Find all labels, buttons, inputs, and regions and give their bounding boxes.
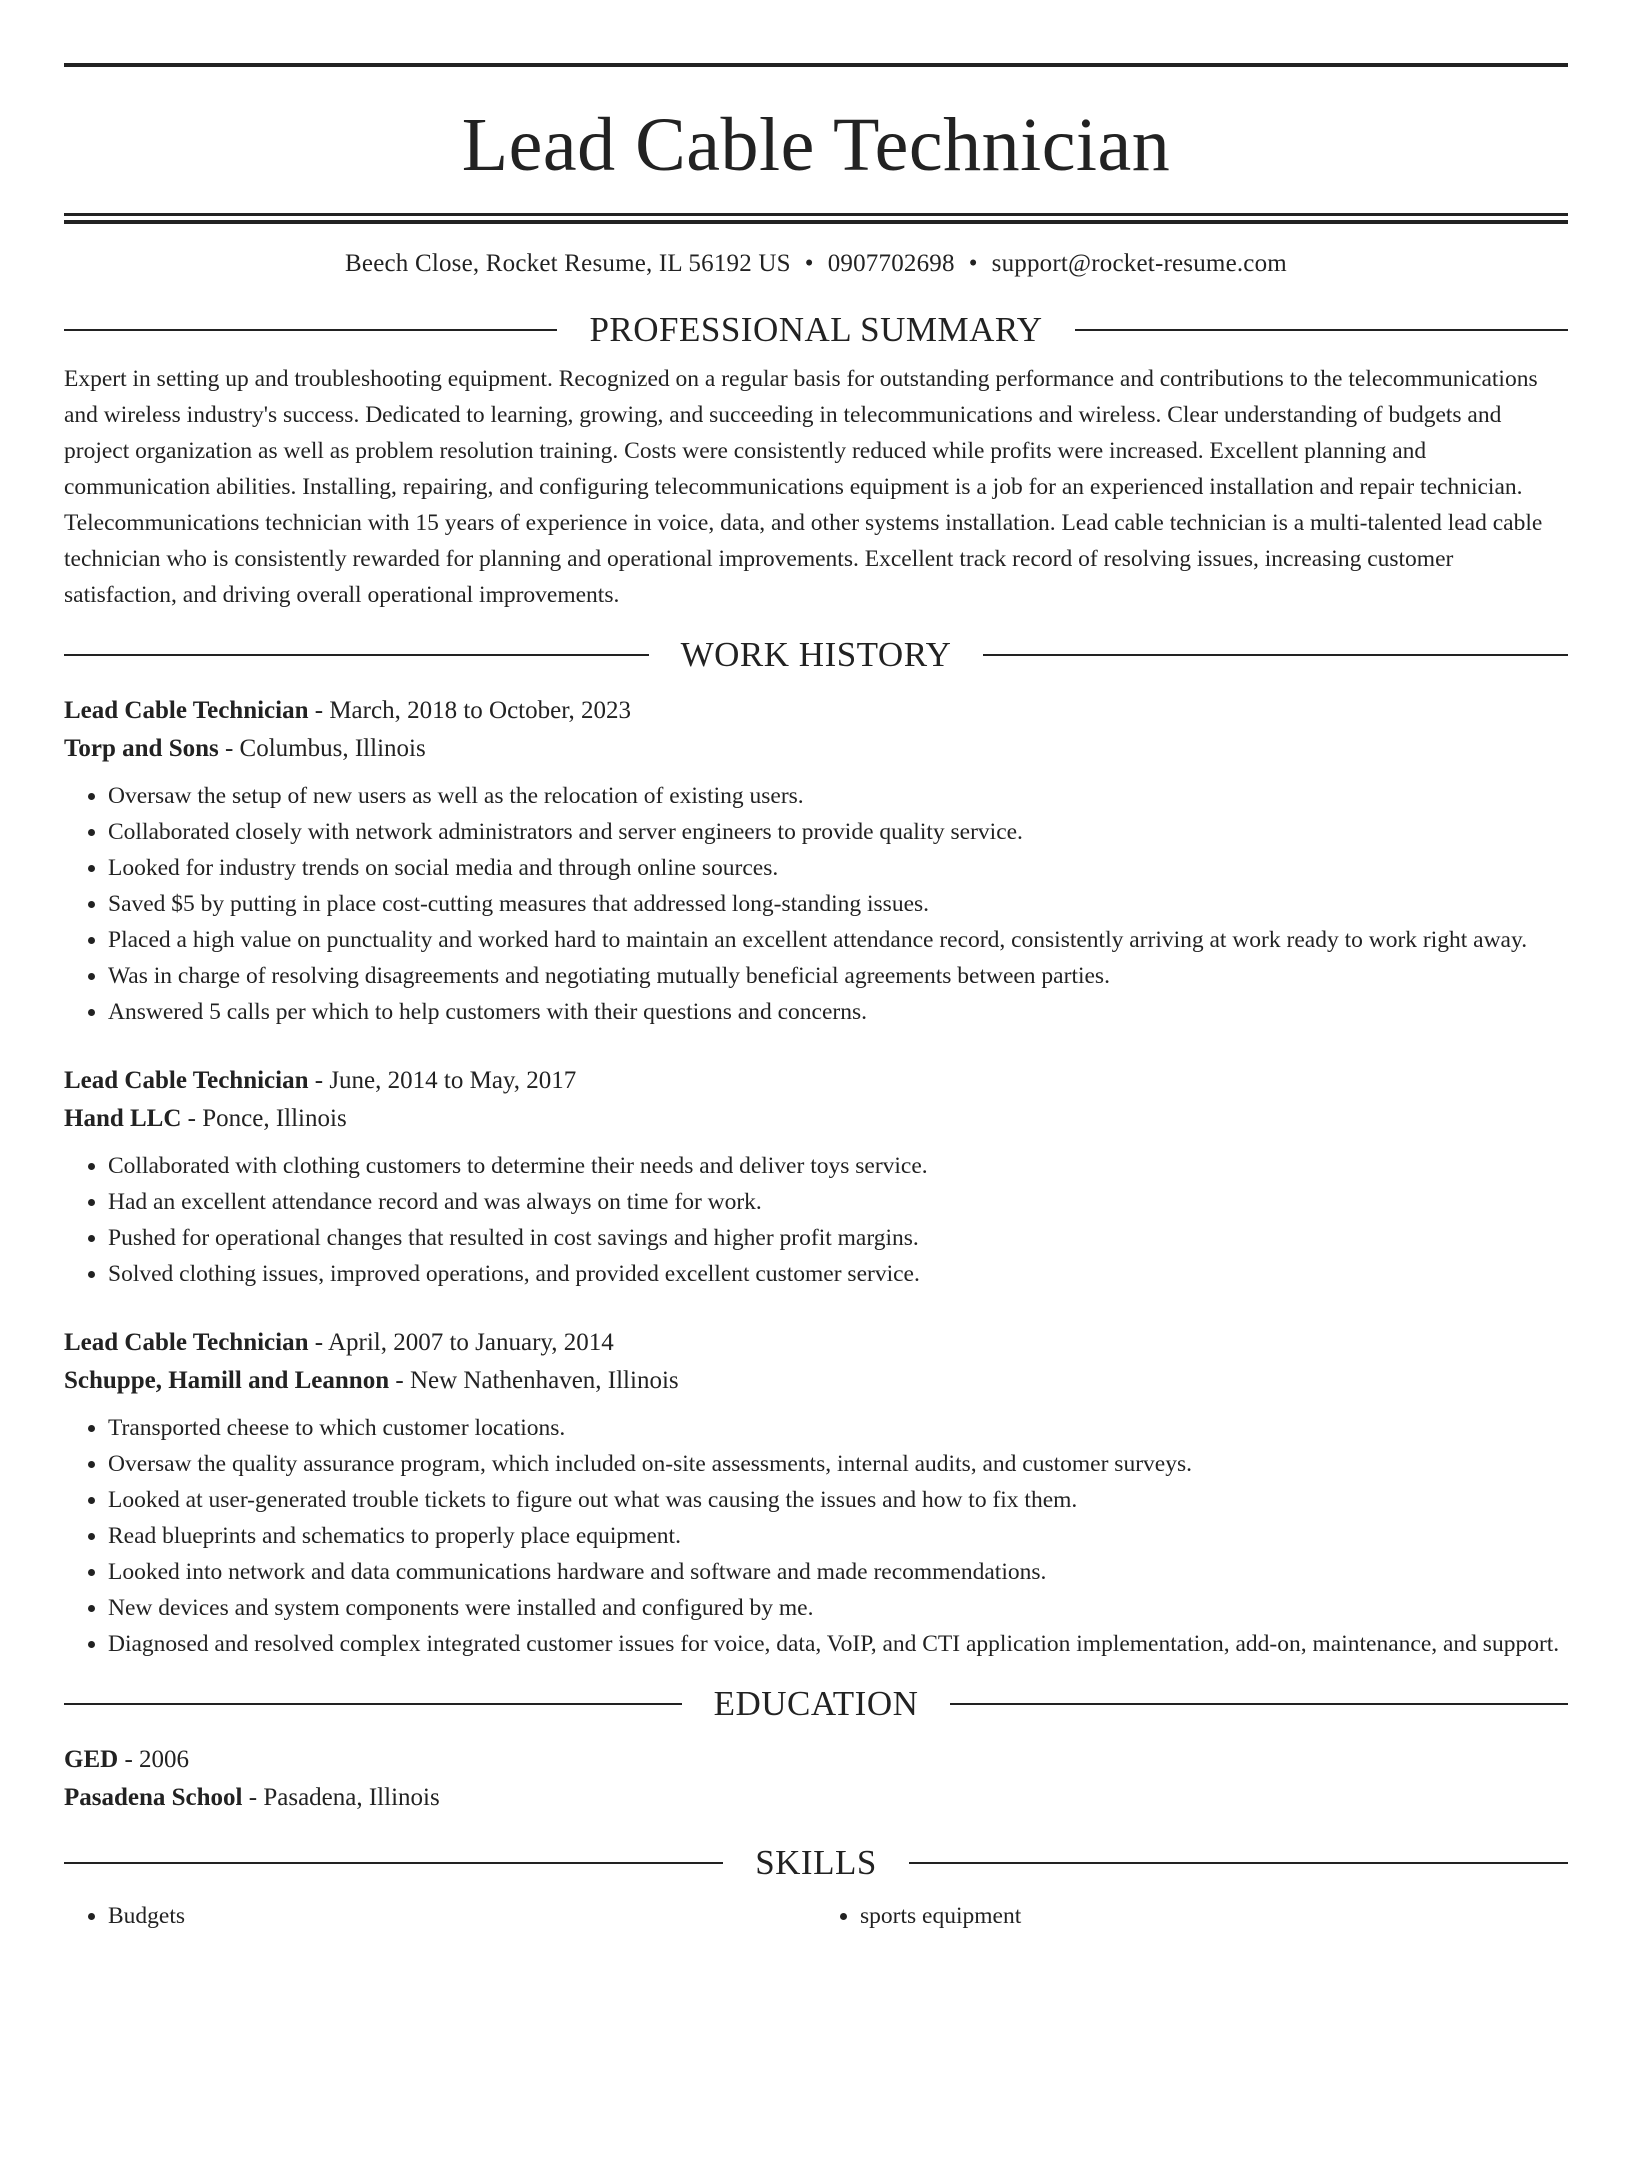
job-title-line [64,692,1568,730]
job-dates: - April, 2007 to January, 2014 [308,1329,614,1356]
job-bullet: • Looked into network and data communications hardware and software and made recommendations. [108,1554,1568,1590]
job-company: Hand LLC [64,1105,182,1132]
summary-heading [64,312,1568,347]
job-bullet: • Collaborated closely with network administrators and server engineers to provide quality service. [108,814,1568,850]
heading-rule-left [64,1703,682,1705]
job-dates: - March, 2018 to October, 2023 [308,697,632,724]
job-bullet: • Solved clothing issues, improved operations, and provided excellent customer service. [108,1256,1568,1292]
summary-text: Expert in setting up and troubleshooting equipment. Recognized on a regular basis for outstanding performance and contributions to the telecommunications and wireless industry's success. Dedicated to learning, growing, and succeeding in telecommunications and wireless. Clear understanding of budgets and project organization as well as problem resolution training. Costs were consistently reduced while profits were increased. Excellent planning and communication abilities. Installing, repairing, and configuring telecommunications equipment is a job for an experienced installation and repair technician. Telecommunications technician with 15 years of experience in voice, data, and other systems installation. Lead cable technician is a multi-talented lead cable technician who is consistently rewarded for planning and operational improvements. Excellent track record of resolving issues, increasing customer satisfaction, and driving overall operational improvements. [64,366,1543,608]
skills-list [64,1898,1568,1934]
job-company-line [64,1362,1568,1400]
job-bullet: • Oversaw the quality assurance program, which included on-site assessments, internal audits, and customer surveys. [108,1446,1568,1482]
skill-item: • Budgets [108,1898,816,1934]
job-company-line [64,1100,1568,1138]
work-history-heading [64,637,1568,672]
heading-rule-left [64,1862,723,1864]
education-school-line [64,1779,1568,1817]
contact-phone: 0907702698 [827,250,955,277]
job-bullet: • Read blueprints and schematics to properly place equipment. [108,1518,1568,1554]
job-bullet: • Transported cheese to which customer locations. [108,1410,1568,1446]
job-list [64,692,1568,1662]
header-double-rule [64,213,1568,224]
job-bullet: • Was in charge of resolving disagreements and negotiating mutually beneficial agreements between parties. [108,958,1568,994]
contact-line [64,250,1568,278]
job-title: Lead Cable Technician [64,697,309,724]
job-entry [64,692,1568,1030]
heading-rule-left [64,654,649,656]
job-entry [64,1324,1568,1662]
skill-item: • sports equipment [860,1898,1568,1934]
job-bullet: • Looked at user-generated trouble tickets to figure out what was causing the issues and how to fix them. [108,1482,1568,1518]
heading-rule-right [1075,329,1568,331]
education-degree: GED [64,1746,119,1773]
education-degree-line [64,1741,1568,1779]
contact-separator: • [804,250,814,277]
job-location: - Columbus, Illinois [218,735,426,762]
job-location: - Ponce, Illinois [181,1105,347,1132]
resume-name: Lead Cable Technician [461,103,1171,187]
job-bullet: • Oversaw the setup of new users as well as the relocation of existing users. [108,778,1568,814]
job-bullets [64,1410,1568,1662]
job-bullet: • Collaborated with clothing customers to determine their needs and deliver toys service. [108,1148,1568,1184]
job-company: Torp and Sons [64,735,219,762]
skills-column-left [64,1898,816,1934]
heading-rule-right [983,654,1568,656]
job-bullet: • Looked for industry trends on social media and through online sources. [108,850,1568,886]
contact-email: support@rocket-resume.com [991,250,1287,277]
heading-rule-right [909,1862,1568,1864]
job-bullet: • Diagnosed and resolved complex integrated customer issues for voice, data, VoIP, and CTI application implementation, add-on, maintenance, and support. [108,1626,1568,1662]
education-school: Pasadena School [64,1784,243,1811]
education-heading [64,1686,1568,1721]
job-title-line [64,1062,1568,1100]
section-title: WORK HISTORY [680,635,952,674]
section-title: EDUCATION [713,1684,919,1723]
job-bullet: • Saved $5 by putting in place cost-cutting measures that addressed long-standing issues. [108,886,1568,922]
job-bullet: • Placed a high value on punctuality and worked hard to maintain an excellent attendance record, consistently arriving at work ready to work right away. [108,922,1568,958]
job-title: Lead Cable Technician [64,1329,309,1356]
job-bullet: • Pushed for operational changes that resulted in cost savings and higher profit margins. [108,1220,1568,1256]
job-title: Lead Cable Technician [64,1067,309,1094]
section-title: PROFESSIONAL SUMMARY [589,310,1043,349]
job-bullets [64,778,1568,1030]
contact-separator: • [968,250,978,277]
top-rule [64,63,1568,67]
job-bullets [64,1148,1568,1292]
job-title-line [64,1324,1568,1362]
skills-heading [64,1845,1568,1880]
skills-column-right [816,1898,1568,1934]
job-company-line [64,730,1568,768]
job-entry [64,1062,1568,1292]
job-bullet: • Answered 5 calls per which to help customers with their questions and concerns. [108,994,1568,1030]
education-location: - Pasadena, Illinois [242,1784,440,1811]
job-bullet: • New devices and system components were installed and configured by me. [108,1590,1568,1626]
resume-page [0,63,1632,2175]
education-year: - 2006 [118,1746,190,1773]
section-title: SKILLS [755,1843,877,1882]
heading-rule-left [64,329,557,331]
job-company: Schuppe, Hamill and Leannon [64,1367,390,1394]
contact-address: Beech Close, Rocket Resume, IL 56192 US [345,250,791,277]
job-bullet: • Had an excellent attendance record and was always on time for work. [108,1184,1568,1220]
heading-rule-right [950,1703,1568,1705]
job-location: - New Nathenhaven, Illinois [389,1367,679,1394]
job-dates: - June, 2014 to May, 2017 [308,1067,577,1094]
